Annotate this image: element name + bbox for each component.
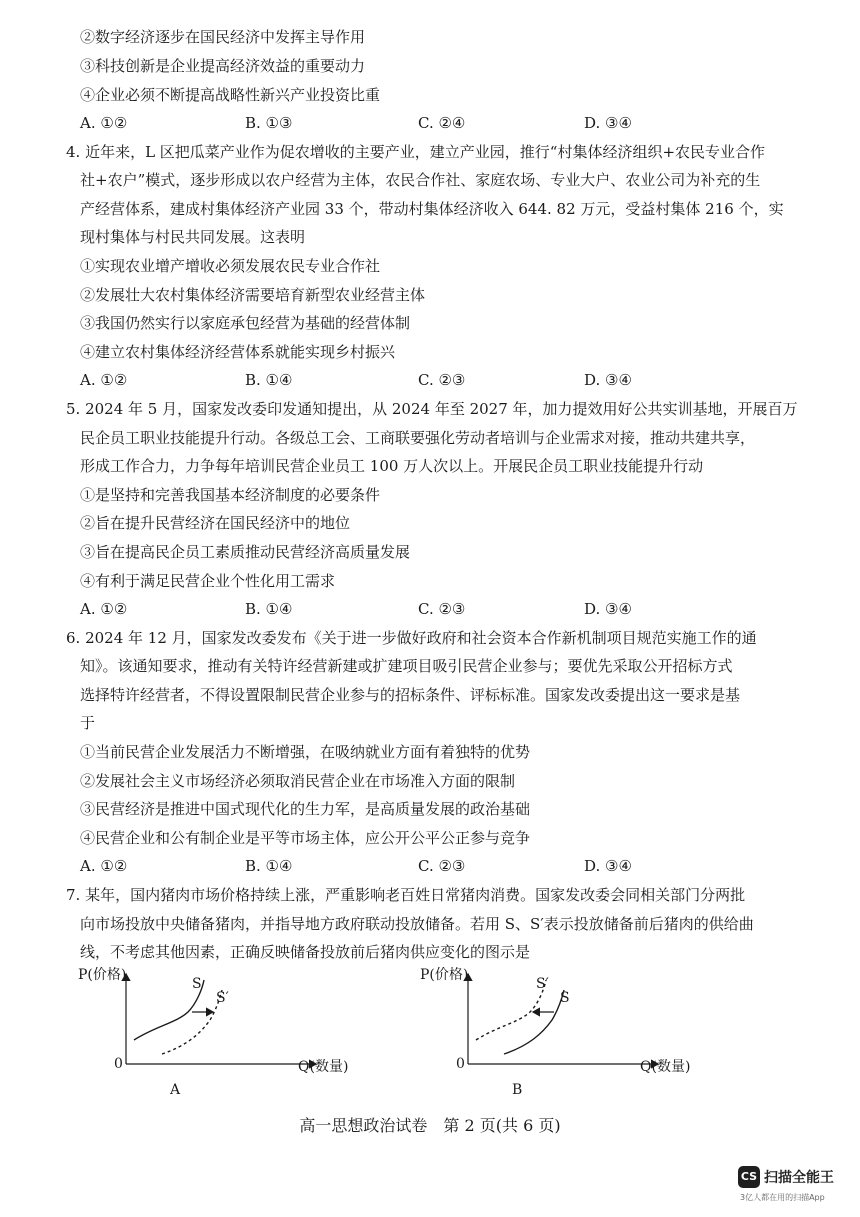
- q7-graph-b-caption: B: [512, 1082, 523, 1098]
- q3-option-d: D. ③④: [584, 114, 632, 132]
- q5-option-b: B. ①④: [245, 600, 293, 618]
- q7-stem-line-2: 向市场投放中央储备猪肉，并指导地方政府联动投放储备。若用 S、S′表示投放储备前后猪肉的供给曲: [80, 915, 754, 933]
- q6-stem-line-2: 知》。该通知要求，推动有关特许经营新建或扩建项目吸引民营企业参与；要优先采取公开招标方式: [80, 657, 733, 675]
- q7-graph-b-x-label: Q(数量): [640, 1059, 691, 1075]
- q6-stem-line-1: 6. 2024 年 12 月，国家发改委发布《关于进一步做好政府和社会资本合作新机制项目规范实施工作的通: [66, 629, 757, 647]
- q4-stem-line-1: 4. 近年来，L 区把瓜菜产业作为促农增收的主要产业，建立产业园，推行“村集体经济组织+农民专业合作: [66, 143, 766, 161]
- q6-stem-line-3: 选择特许经营者，不得设置限制民营企业参与的招标条件、评标标准。国家发改委提出这一要求是基: [80, 686, 741, 704]
- camscanner-logo-icon: CS: [738, 1166, 760, 1188]
- scanner-app-name: 扫描全能王: [764, 1170, 834, 1186]
- q3-item-2: ②数字经济逐步在国民经济中发挥主导作用: [80, 28, 366, 46]
- q6-item-1: ①当前民营企业发展活力不断增强，在吸纳就业方面有着独特的优势: [80, 743, 531, 761]
- q5-item-1: ①是坚持和完善我国基本经济制度的必要条件: [80, 486, 381, 504]
- q6-item-4: ④民营企业和公有制企业是平等市场主体，应公开公平公正参与竞争: [80, 829, 531, 847]
- q3-item-3: ③科技创新是企业提高经济效益的重要动力: [80, 57, 366, 75]
- q3-option-c: C. ②④: [418, 114, 466, 132]
- q7-graph-a-y-label: P(价格): [78, 967, 127, 983]
- q5-item-2: ②旨在提升民营经济在国民经济中的地位: [80, 514, 351, 532]
- scanner-watermark: [738, 1166, 848, 1210]
- q5-item-3: ③旨在提高民企员工素质推动民营经济高质量发展: [80, 543, 411, 561]
- q3-option-a: A. ①②: [80, 114, 128, 132]
- q5-stem-line-1: 5. 2024 年 5 月，国家发改委印发通知提出，从 2024 年至 2027 年，加力提效用好公共实训基地，开展百万: [66, 400, 798, 418]
- q4-stem-line-2: 社+农户”模式，逐步形成以农户经营为主体，农民合作社、家庭农场、专业大户、农业公司为补充的生: [80, 171, 761, 189]
- q7-graph-a-x-label: Q(数量): [298, 1059, 349, 1075]
- q6-option-c: C. ②③: [418, 857, 466, 875]
- q6-item-3: ③民营经济是推进中国式现代化的生力军，是高质量发展的政治基础: [80, 800, 531, 818]
- q7-graph-b-curve-s: S: [560, 990, 570, 1006]
- q4-option-b: B. ①④: [245, 371, 293, 389]
- q7-graph-a-origin: 0: [114, 1056, 123, 1072]
- q6-item-2: ②发展社会主义市场经济必须取消民营企业在市场准入方面的限制: [80, 772, 516, 790]
- q5-stem-line-3: 形成工作合力，力争每年培训民营企业员工 100 万人次以上。开展民企员工职业技能提升行动: [80, 457, 704, 475]
- q5-option-d: D. ③④: [584, 600, 632, 618]
- q7-graph-a-curve-s-prime: S′: [216, 990, 229, 1006]
- q4-option-c: C. ②③: [418, 371, 466, 389]
- q5-stem-line-2: 民企员工职业技能提升行动。各级总工会、工商联要强化劳动者培训与企业需求对接，推动共建共享，: [80, 429, 756, 447]
- page-footer: 高一思想政治试卷 第 2 页(共 6 页): [299, 1116, 561, 1135]
- q7-graph-a: [78, 967, 349, 1098]
- q5-option-c: C. ②③: [418, 600, 466, 618]
- q4-item-3: ③我国仍然实行以家庭承包经营为基础的经营体制: [80, 314, 411, 332]
- q7-graph-a-curve-s: S: [192, 976, 202, 992]
- q4-stem-line-4: 现村集体与村民共同发展。这表明: [80, 228, 306, 246]
- q6-stem-line-4: 于: [80, 714, 96, 732]
- q4-stem-line-3: 产经营体系，建成村集体经济产业园 33 个，带动村集体经济收入 644. 82 万元，受益村集体 216 个，实: [80, 200, 784, 218]
- q6-option-b: B. ①④: [245, 857, 293, 875]
- q7-graph-a-caption: A: [170, 1082, 181, 1098]
- q4-option-d: D. ③④: [584, 371, 632, 389]
- q5-option-a: A. ①②: [80, 600, 128, 618]
- q3-option-b: B. ①③: [245, 114, 293, 132]
- q4-item-2: ②发展壮大农村集体经济需要培育新型农业经营主体: [80, 286, 426, 304]
- q3-item-4: ④企业必须不断提高战略性新兴产业投资比重: [80, 86, 381, 104]
- q6-option-d: D. ③④: [584, 857, 632, 875]
- q7-graph-b-curve-s-prime: S′: [536, 976, 549, 992]
- q6-option-a: A. ①②: [80, 857, 128, 875]
- supply-curve-s: [504, 990, 564, 1054]
- q7-graph-b: [420, 967, 691, 1098]
- q7-stem-line-3: 线，不考虑其他因素，正确反映储备投放前后猪肉供应变化的图示是: [80, 943, 531, 961]
- q4-option-a: A. ①②: [80, 371, 128, 389]
- q7-stem-line-1: 7. 某年，国内猪肉市场价格持续上涨，严重影响老百姓日常猪肉消费。国家发改委会同相关部门分两批: [66, 886, 746, 904]
- q4-item-4: ④建立农村集体经济经营体系就能实现乡村振兴: [80, 343, 396, 361]
- q7-graph-b-y-label: P(价格): [420, 967, 469, 983]
- q4-item-1: ①实现农业增产增收必须发展农民专业合作社: [80, 257, 381, 275]
- q5-item-4: ④有利于满足民营企业个性化用工需求: [80, 572, 336, 590]
- scanner-tagline: 3亿人都在用的扫描App: [740, 1193, 825, 1202]
- q7-graph-b-origin: 0: [456, 1056, 465, 1072]
